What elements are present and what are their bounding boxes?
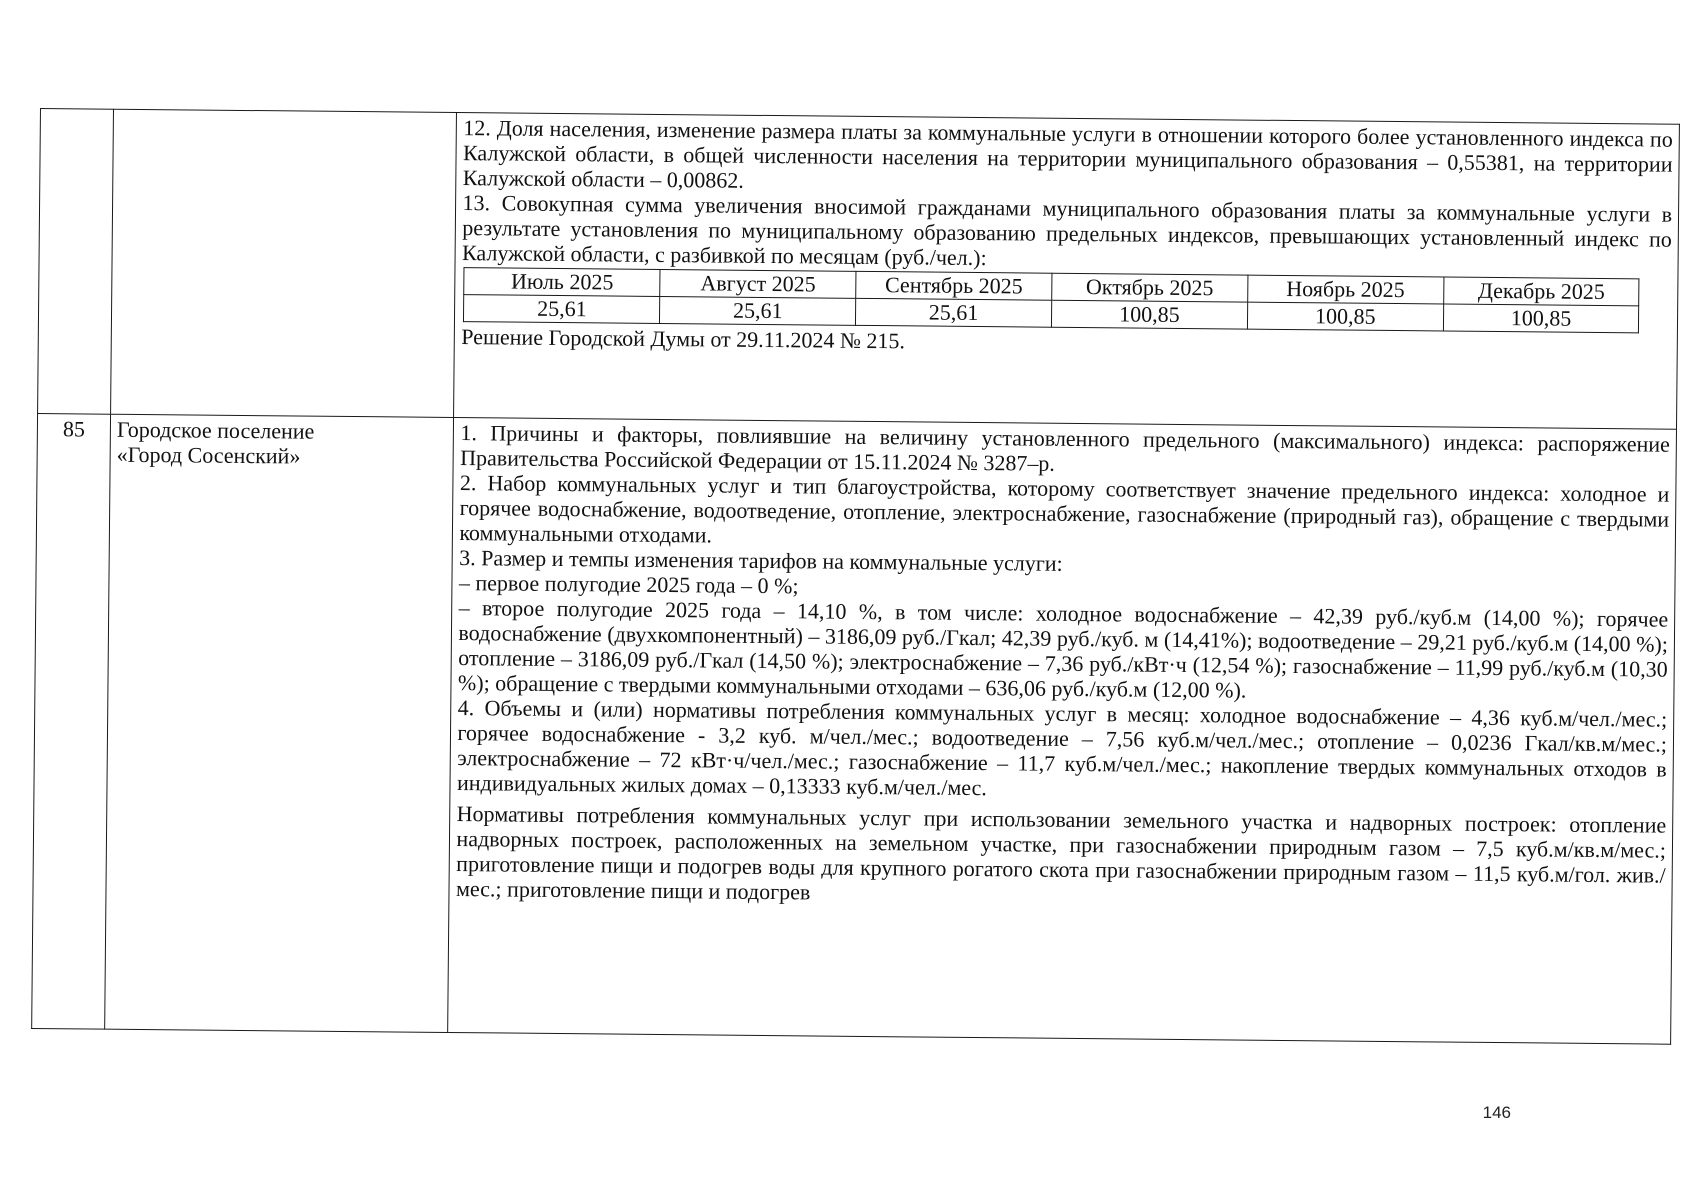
month-value: 100,85 <box>1443 304 1639 333</box>
info-cell-85 <box>448 417 1676 1044</box>
paragraph-12: 12. Доля населения, изменение размера платы за коммунальные услуги в отношении которого более установленного индекса по Калужской области, в общей численности населения на территории муниципального образования – 0,55381, на территории Калужской области – 0,00862. <box>462 115 1673 193</box>
month-value: 100,85 <box>1247 302 1443 331</box>
monthly-increase-table <box>463 267 1639 333</box>
paragraph-4: 4. Объемы и (или) нормативы потребления коммунальных услуг в месяц: холодное водоснабжение – 4,36 куб.м/чел./мес.; горячее водоснабжение - 3,2 куб. м/чел./мес.; водоотведение – 7,56 куб.м/чел./мес.; отопление – 0,0236 Гкал/кв.м/мес.; электроснабжение – 72 кВт·ч/чел./мес.; газоснабжение – 11,7 куб.м/чел./мес.; накопление твердых коммунальных отходов в индивидуальных жилых домах – 0,13333 куб.м/чел./мес. <box>456 695 1668 801</box>
municipality-name-line1: Городское поселение <box>116 416 315 444</box>
municipality-cell <box>111 109 457 417</box>
page-number: 146 <box>1482 1103 1511 1122</box>
decision-text: Решение Городской Думы от 29.11.2024 № 215. <box>461 324 906 354</box>
municipality-name-line2: «Город Сосенский» <box>116 441 301 469</box>
paragraph-3: 3. Размер и темпы изменения тарифов на коммунальные услуги: <box>459 545 1063 576</box>
month-header: Октябрь 2025 <box>1052 273 1248 302</box>
month-value: 25,61 <box>660 296 856 325</box>
paragraph-13: 13. Совокупная сумма увеличения вносимой гражданами муниципального образования платы за коммунальные услуги в результате установления по муниципальному образованию предельных индексов, превышающих установленный индекс по Калужской области, с разбивкой по месяцам (руб./чел.): <box>461 190 1673 271</box>
paragraph-1: 1. Причины и факторы, повлиявшие на величину установленного предельного (максимального) индекса: распоряжение Правительства Российской Федерации от 15.11.2024 № 3287–р. <box>460 420 1670 476</box>
info-cell <box>454 113 1679 430</box>
paragraph-norms: Нормативы потребления коммунальных услуг при использовании земельного участка и надворных построек: отопление надворных построек, расположенных на земельном участке, при газоснабжении природным газом – 7,5 куб.м/кв.м/мес.; приготовление пищи и подогрев воды для крупного рогатого скота при газоснабжении природным газом – 11,5 куб.м/гол. жив./мес.; приготовление пищи и подогрев <box>455 801 1667 905</box>
scanned-sheet <box>30 108 1679 1114</box>
paragraph-3-first-half: – первое полугодие 2025 года – 0 %; <box>458 570 799 599</box>
table-row-85 <box>32 413 1677 1044</box>
paragraph-3-second-half: – второе полугодие 2025 года – 14,10 %, в том числе: холодное водоснабжение – 42,39 руб./куб.м (14,00 %); горячее водоснабжение (двухкомпонентный) – 3186,09 руб./Гкал; 42,39 руб./куб. м (14,41%); водоотведение – 29,21 руб./куб.м (14,00 %); отопление – 3186,09 руб./Гкал (14,50 %); электроснабжение – 7,36 руб./кВт·ч (12,54 %); газоснабжение – 11,99 руб./куб.м (10,30 %); обращение с твердыми коммунальными отходами – 636,06 руб./куб.м (12,00 %). <box>457 595 1669 703</box>
table-row <box>38 109 1680 430</box>
month-header: Сентябрь 2025 <box>856 271 1052 300</box>
row-number: 85 <box>32 413 111 1029</box>
month-header: Июль 2025 <box>464 268 660 297</box>
month-header: Декабрь 2025 <box>1443 277 1639 306</box>
tariff-table <box>31 108 1680 1045</box>
month-header: Август 2025 <box>660 269 856 298</box>
month-value: 25,61 <box>856 298 1052 327</box>
month-value: 100,85 <box>1051 300 1247 329</box>
municipality-name <box>105 414 454 1032</box>
paragraph-2: 2. Набор коммунальных услуг и тип благоустройства, которому соответствует значение предельного индекса: холодное и горячее водоснабжение, водоотведение, отопление, электроснабжение, газоснабжение (природный газ), обращение с твердыми коммунальными отходами. <box>459 470 1670 548</box>
row-number-cell <box>38 109 114 415</box>
month-header: Ноябрь 2025 <box>1247 275 1443 304</box>
month-value: 25,61 <box>464 295 660 324</box>
